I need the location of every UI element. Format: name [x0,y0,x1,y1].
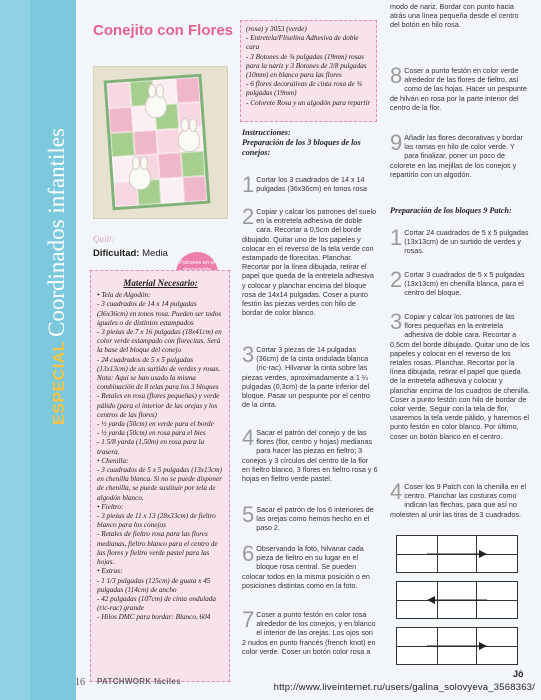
spine-coordinados: Coordinados infantiles [44,128,69,337]
page-title: Conejito con Flores [93,22,234,39]
extras-box [240,20,377,122]
step-right [390,479,530,519]
spine-especial: ESPECIAL [51,340,68,425]
step-mid [242,342,378,410]
material-line: Nota: Aquí se han usado la misma combinación de 8 telas para los 3 bloques [97,374,219,392]
page-number: 16 [75,677,85,688]
step-text: Coser a punto festón en color rosa alrededor de los conejos, y en blanco el interior de las orejas. Los ojos son 2 nudos en punto francés (french knot) en color verde. Coser un botón color rosa a [242,610,376,656]
step-number: 2 [242,204,255,229]
material-line: - 1 1/3 pulgadas (125cm) de guata x 45 pulgadas (114cm) de ancho [97,576,211,594]
step-mid [242,172,378,197]
step-right [390,267,530,298]
material-line: - Hilos DMC para bordar: Blanco, 604 [97,613,211,622]
step-text: modo de nariz. Bordar con punto hacia atrás una línea pequeña desde el centro del botón en hilo rosa. [390,2,519,30]
step-mid [242,204,378,318]
pressing-diagram [396,535,518,665]
material-heading: Material Necesario: [123,278,198,288]
material-line: - 3 piezas de 7 x 16 pulgadas (18x41cm) en color verde estampado con florecitas. Será la base del bloque del conejo [97,328,222,355]
material-line: • Chenilla: [97,456,129,465]
magazine-logo: PATCHWORK fáciles [97,677,181,686]
step-number: 4 [242,425,255,450]
material-line: • Extras: [97,567,123,576]
step-number: 2 [390,267,403,292]
arrow-right-icon [427,549,487,559]
step-text: Sacar el patrón del conejo y de las flores (flor, centro y hojas) medianas para hacer las piezas en fieltro; 3 conejos y 3 círculos del centro de la flor en fieltro blanco, 3 flores en fieltro rosa y 6 hojas en fieltro verde pastel. [242,428,378,484]
bunny-icon [130,167,150,189]
material-line: - 3 cuadrados de 14 x 14 pulgadas (36x36cm) en tonos rosa. Pueden ser todos iguales o de distintos estampados [97,300,222,327]
step-number: 1 [390,225,403,250]
signature-mark: Jô [513,669,524,679]
quilt-label: Quilt: [93,234,115,244]
step-mid [242,541,378,590]
bunny-icon [146,95,166,117]
step-mid [242,502,378,533]
step-right [390,130,530,179]
step-number: 5 [242,502,255,527]
step-text: Copiar y calcar los patrones del suelo en la entretela adhesiva de doble cara. Recortar a 0,5cm del borde dibujado. Quitar uno de los papeles y colocar en el reverso de la tela verde con estampado de florecitas. Planchar. Recortar por la línea dibujada, retirar el papel que queda de la entretela adhesiva y colocar y planchar encima del bloque rosa de 14x14 pulgadas. Coser a punto festón las piezas verdes con hilo de bordar de color blanco. [242,207,377,318]
patterns-stamp: Patrones en el [176,252,218,294]
arrow-left-icon [427,595,487,605]
step-text: Cortar 24 cuadrados de 5 x 5 pulgadas (13x13cm) de un surtido de verdes y rosas. [404,228,529,256]
step-right [390,309,530,441]
step-right [390,225,530,256]
difficulty-value: Media [142,248,168,259]
arrow-right-icon [427,641,487,651]
step-number: 6 [242,541,255,566]
step-right [390,2,530,30]
material-line: • Fieltro: [97,502,124,511]
step-text: Cortar 3 cuadrados de 5 x 5 pulgadas (13x13cm) en chenilla blanca, para el centro del bloque. [404,270,525,298]
step-text: Coser a punto festón en color verde alrededor de las flores de fieltro, así como de las hojas. Hacer un pespunte de hilván en rosa por la parte interior del centro de la flor. [390,66,527,112]
material-line: • Tela de Algodón: [97,291,151,300]
step-text: Cortar 3 piezas de 14 pulgadas (36cm) de la cinta ondulada blanca (ric-rac). Hilvanar la cinta sobre las piezas verdes, aproximadamente a 1 ¼ pulgadas (0,3cm) de la parte inferior del bloque. Pasar un pespunte por el centro de la cinta. [242,345,370,410]
step-right [390,63,530,112]
spine-label [44,128,70,425]
step-number: 3 [242,342,255,367]
extras-line: - 6 flores decorativas de cinta rosa de ¾ pulgadas (19mm) [246,80,362,98]
extras-line: - Colorete Rosa y un algodón para repartir [246,98,371,107]
material-line: - 1 5/8 yarda (1,50m) en rosa para la trasera. [97,438,205,456]
extras-line: - 3 Botones de ¾ pulgadas (19mm) rosas para la nariz y 3 Botones de 3/8 pulgadas (10mm) en blanco para las flores [246,52,367,80]
step-number: 4 [390,479,403,504]
step-number: 8 [390,63,403,88]
quilt-photo [93,66,228,219]
bunny-icon [179,129,199,151]
nine-patch-heading: Preparación de los bloques 9 Patch: [390,206,512,215]
material-line: - 3 piezas de 11 x 13 (28x33cm) de fieltro blanco para los conejos [97,512,216,530]
diagram-row [396,581,518,619]
step-number: 9 [390,130,403,155]
step-text: Coser los 9 Patch con la chenilla en el centro. Planchar las costuras como indican las flechas, para que así no molesten al unir las tiras de 3 cuadrados. [390,482,527,519]
difficulty-label: Dificultad: [93,248,140,259]
step-text: Observando la foto, hilvanar cada pieza de fieltro en su lugar en el bloque rosa central. Se pueden colocar todos en la misma posición o en posiciones distintas como en la foto. [242,544,370,590]
step-number: 1 [242,172,255,197]
material-line: - Retales en rosa (flores pequeñas) y verde pálido (para el interior de las orejas y los centros de las flores) [97,392,220,419]
material-line: - 42 pulgadas (107cm) de cinta ondulada (ric-rac) grande [97,594,216,613]
step-text: Copiar y calcar los patrones de las flores pequeñas en la entretela adhesiva de doble cara. Recortar a 0,5cm del borde dibujado. Quitar uno de los papeles y colocar en el reverso de los retales rosas. Planchar. Recortar por la línea dibujada, retirar el papel que queda de la entretela adhesiva y colocar y planchar encima de los cuadros de chenilla. Coser a punto festón con hilo de bordar de color verde. Seguir con la tela de flor, usaremos la tela verde pálido, y haremos el punto festón en color blanco. Por último, coser un botón blanco en el centro. [390,312,530,441]
extras-line: - Entretela/Fliselina Adhesiva de doble cara [246,34,359,52]
difficulty [93,248,168,259]
instructions-subtitle: Preparación de los 3 bloques de los conejos: [242,138,361,157]
step-text: Sacar el patrón de los 6 interiores de las orejas como hemos hecho en el paso 2. [256,505,374,533]
instructions-heading [242,128,378,158]
material-box [90,270,230,682]
diagram-row [396,627,518,665]
instructions-title: Instrucciones: [242,128,291,137]
step-text: Añadir las flores decorativas y bordar las ramas en hilo de color verde. Y para finalizar, poner un poco de colorete en las mejillas de los conejos y repartirlo con un algodón. [390,133,523,179]
material-line: - Retales de fieltro rosa para las flores medianas, fieltro blanco para el centro de las flores y fieltro verde pastel para las hojas. [97,530,218,567]
extras-line: (rosa) y 3053 (verde) [246,25,307,33]
step-number: 3 [390,309,403,334]
material-line: - 3 cuadrados de 5 x 5 pulgadas (13x13cm) en chenilla blanca. Si no se puede disponer de chenilla, se puede sustituir por tela de algodón blanco. [97,466,222,502]
material-line: - ½ yarda (50cm) en verde para el borde [97,420,214,429]
step-text: Cortar los 3 cuadrados de 14 x 14 pulgadas (36x36cm) en tonos rosa [256,175,367,194]
step-mid [242,425,378,484]
material-line: - ½ yarda (50cm) en rosa para el bies [97,429,206,438]
material-line: - 24 cuadrados de 5 x 5 pulgadas (13x13cm) de un surtido de verdes y rosas. [97,355,221,373]
step-number: 7 [242,607,255,632]
diagram-row [396,535,518,573]
source-watermark: http://www.liveinternet.ru/users/galina_solovyeva_3568363/ [273,682,535,693]
step-mid [242,607,378,656]
